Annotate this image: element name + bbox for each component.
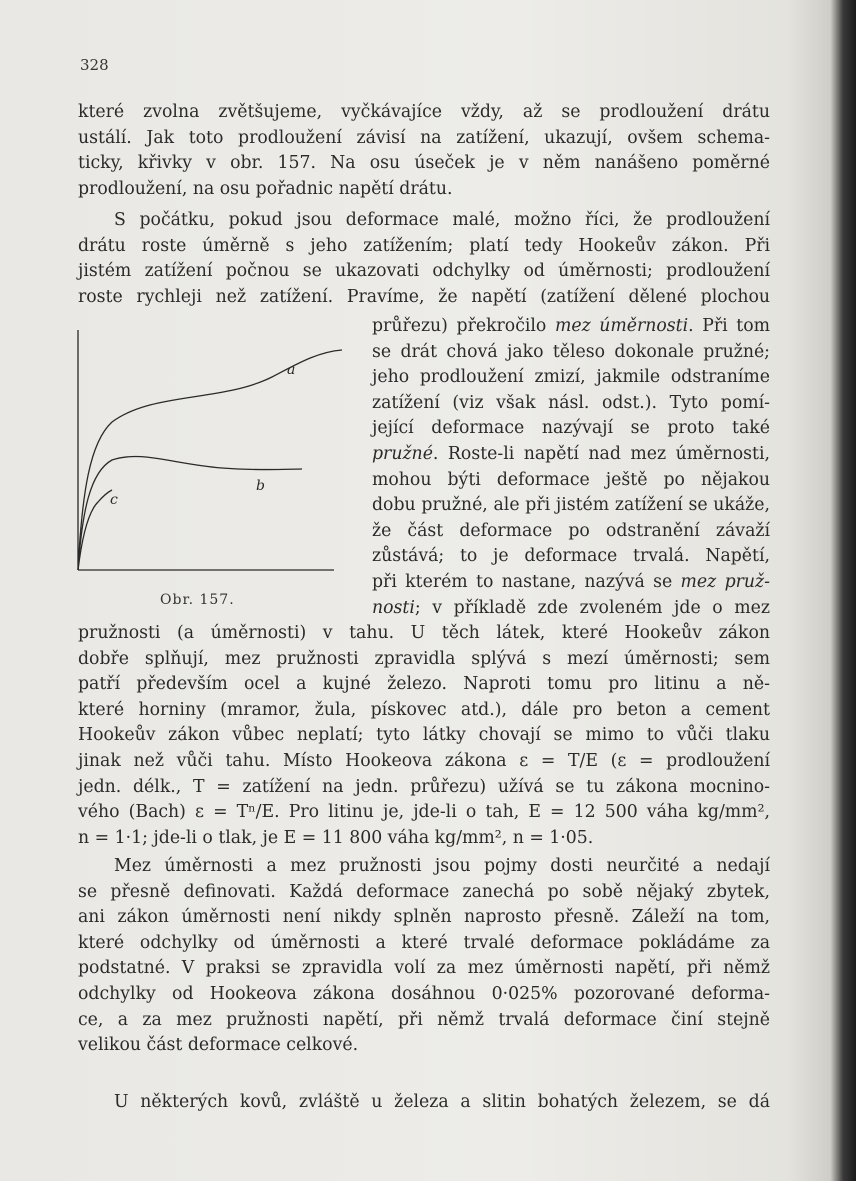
text-line: průřezu) překročilo mez úměrnosti. Při tom: [372, 316, 770, 336]
text-line: roste rychleji než zatížení. Pravíme, že napětí (zatížení dělené plochou: [78, 286, 770, 307]
text-line: ce, a za mez pružnosti napětí, při němž trvalá deformace činí stejně: [78, 1009, 770, 1030]
text-line: se přesně definovati. Každá deformace zanechá po sobě nějaký zbytek,: [78, 881, 770, 902]
curve-b-label: b: [256, 478, 265, 494]
text-line: Hookeův zákon vůbec neplatí; tyto látky chovají se mimo to vůči tlaku: [78, 725, 770, 746]
text-line: že část deformace po odstranění závaží: [372, 520, 770, 541]
text-line: n = 1·1; jde-li o tlak, je E = 11 800 váha kg/mm², n = 1·05.: [78, 827, 594, 848]
paragraph-3: [78, 854, 770, 1059]
text-line: U některých kovů, zvláště u železa a slitin bohatých železem, se dá: [114, 1092, 770, 1112]
text-line: které odchylky od úměrnosti a které trvalé deformace pokládáme za: [78, 932, 770, 953]
text-line: Mez úměrnosti a mez pružnosti jsou pojmy dosti neurčité a nedají: [114, 856, 770, 876]
curve-a: [78, 350, 342, 570]
curve-c-label: c: [110, 492, 118, 508]
text-line: jeho prodloužení zmizí, jakmile odstraníme: [372, 367, 770, 388]
text-line: jející deformace nazývají se proto také: [372, 418, 770, 439]
text-line: jedn. délk., T = zatížení na jedn. průřezu) užívá se tu zákona mocnino-: [78, 776, 770, 797]
text-line: zatížení (viz však násl. odst.). Tyto pomí-: [372, 392, 770, 413]
text-line: S počátku, pokud jsou deformace malé, možno říci, že prodloužení: [114, 210, 770, 230]
figure-caption: Obr. 157.: [160, 592, 235, 608]
paragraph-4: [78, 1090, 770, 1116]
text-line: se drát chová jako těleso dokonale pružné;: [372, 341, 770, 362]
paragraph-2-bottom: [78, 621, 770, 851]
paragraph-2-top: [78, 208, 770, 310]
text-line: jistém zatížení počnou se ukazovati odchylky od úměrnosti; prodloužení: [78, 261, 770, 282]
page-number: 328: [80, 56, 109, 74]
text-line: při kterém to nastane, nazývá se mez pruž-: [372, 571, 770, 592]
stress-strain-diagram: [72, 322, 342, 592]
text-line: ani zákon úměrnosti není nikdy splněn naprosto přesně. Záleží na tom,: [78, 907, 770, 928]
text-line: pružnosti (a úměrnosti) v tahu. U těch látek, které Hookeův zákon: [78, 623, 770, 643]
figure-157: [72, 322, 342, 612]
text-line: vého (Bach) ε = Tⁿ/E. Pro litinu je, jde-li o tah, E = 12 500 váha kg/mm²,: [78, 802, 770, 823]
curve-b: [78, 456, 302, 570]
curve-a-label: a: [287, 362, 296, 378]
text-line: které zvolna zvětšujeme, vyčkávajíce vždy, až se prodloužení drátu: [78, 102, 770, 122]
text-line: které horniny (mramor, žula, pískovec atd.), dále pro beton a cement: [78, 699, 770, 720]
text-line: prodloužení, na osu pořadnic napětí drátu.: [78, 178, 453, 199]
text-line: jinak než vůči tahu. Místo Hookeova zákona ε = T/E (ε = prodloužení: [78, 750, 770, 771]
text-line: dobu pružné, ale při jistém zatížení se ukáže,: [372, 495, 770, 516]
text-line: podstatné. V praksi se zpravidla volí za mez úměrnosti napětí, při němž: [78, 958, 770, 979]
paragraph-1: [78, 100, 770, 202]
text-line: odchylky od Hookeova zákona dosáhnou 0·025% pozorované deforma-: [78, 983, 770, 1004]
text-line: patří především ocel a kujné železo. Naproti tomu pro litinu a ně-: [78, 674, 770, 695]
text-line: velikou část deformace celkové.: [78, 1035, 359, 1056]
text-line: mohou býti deformace ještě po nějakou: [372, 469, 770, 490]
text-line: ticky, křivky v obr. 157. Na osu úseček je v něm nanášeno poměrné: [78, 153, 770, 174]
text-line: nosti; v příkladě zde zvoleném jde o mez: [372, 597, 770, 618]
text-line: dobře splňují, mez pružnosti zpravidla splývá s mezí úměrnosti; sem: [78, 648, 770, 669]
text-line: pružné. Roste-li napětí nad mez úměrnosti,: [372, 443, 770, 464]
text-line: zůstává; to je deformace trvalá. Napětí,: [372, 546, 770, 567]
text-line: drátu roste úměrně s jeho zatížením; platí tedy Hookeův zákon. Při: [78, 235, 770, 256]
text-line: ustálí. Jak toto prodloužení závisí na zatížení, ukazují, ovšem schema-: [78, 127, 770, 148]
paragraph-2-wrap: [372, 314, 770, 621]
